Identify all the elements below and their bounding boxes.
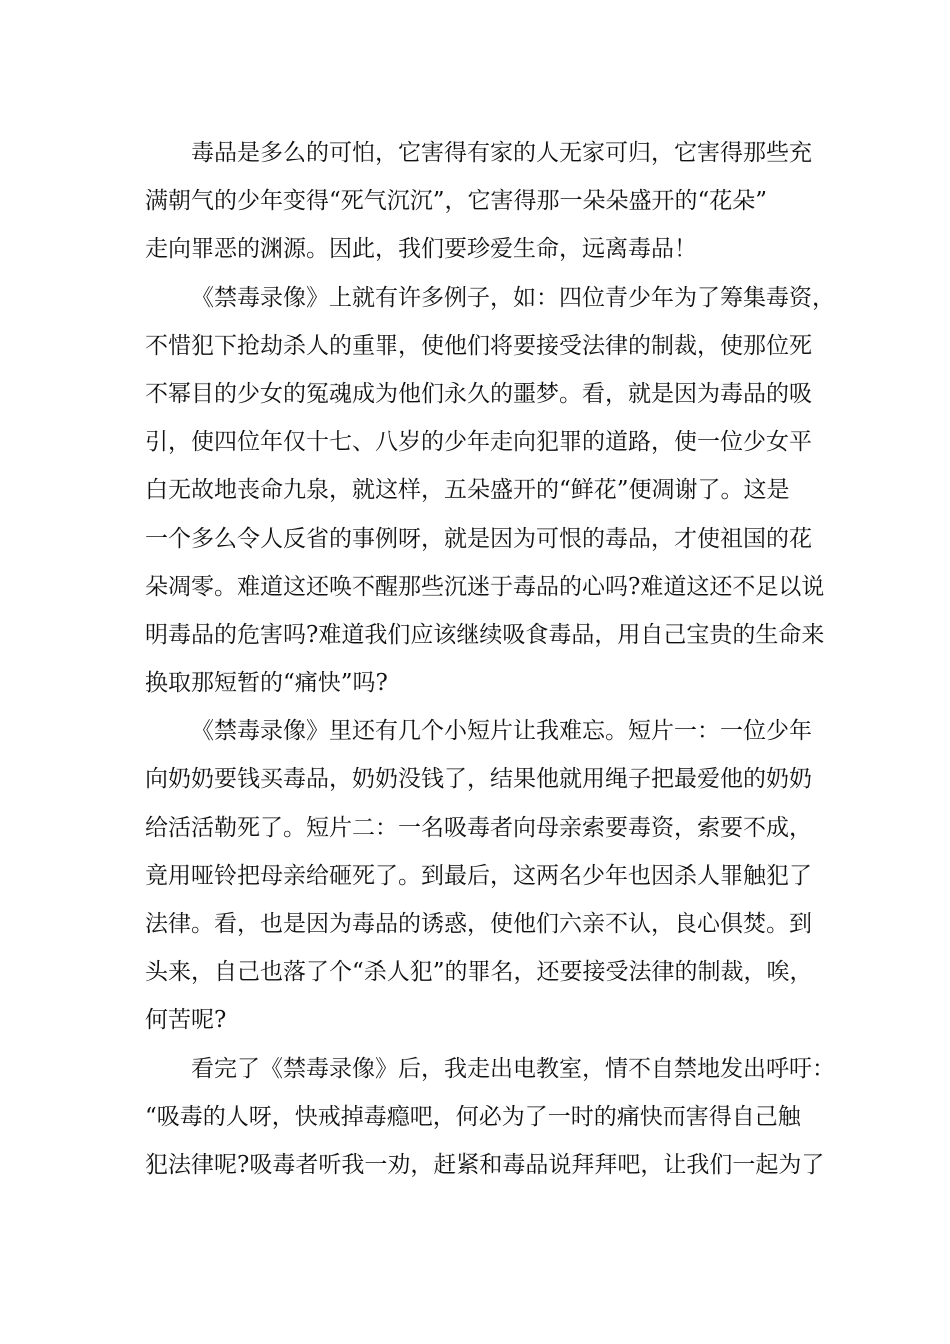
text-line: 一个多么令人反省的事例呀，就是因为可恨的毒品，才使祖国的花 [145, 525, 812, 552]
text-line: 向奶奶要钱买毒品，奶奶没钱了，结果他就用绳子把最爱他的奶奶 [145, 766, 812, 793]
text-line: 看完了《禁毒录像》后，我走出电教室，情不自禁地发出呼吁： [191, 1055, 835, 1082]
text-line: “吸毒的人呀，快戒掉毒瘾吧，何必为了一时的痛快而害得自己触 [145, 1103, 801, 1130]
text-line: 犯法律呢?吸毒者听我一劝，赶紧和毒品说拜拜吧，让我们一起为了 [145, 1151, 825, 1178]
text-line: 走向罪恶的渊源。因此，我们要珍爱生命，远离毒品！ [145, 236, 697, 263]
text-line: 毒品是多么的可怕，它害得有家的人无家可归，它害得那些充 [191, 140, 812, 166]
text-line: 白无故地丧命九泉，就这样，五朵盛开的“鲜花”便凋谢了。这是 [145, 477, 790, 504]
text-line: 朵凋零。难道这还唤不醒那些沉迷于毒品的心吗?难道这还不足以说 [145, 573, 825, 600]
body-text [145, 129, 835, 1189]
text-line: 换取那短暂的“痛快”吗? [145, 670, 388, 697]
text-line: 头来，自己也落了个“杀人犯”的罪名，还要接受法律的制裁，唉， [145, 959, 813, 986]
text-line: 不幂目的少女的冤魂成为他们永久的噩梦。看，就是因为毒品的吸 [145, 380, 812, 407]
text-line: 引，使四位年仅十七、八岁的少年走向犯罪的道路，使一位少女平 [145, 429, 812, 456]
text-line: 竟用哑铃把母亲给砸死了。到最后，这两名少年也因杀人罪触犯了 [145, 862, 812, 889]
text-line: 何苦呢? [145, 1007, 227, 1034]
text-line: 法律。看，也是因为毒品的诱惑，使他们六亲不认，良心俱焚。到 [145, 911, 812, 937]
text-line: 满朝气的少年变得“死气沉沉”，它害得那一朵朵盛开的“花朵” [145, 188, 768, 215]
text-line: 《禁毒录像》里还有几个小短片让我难忘。短片一：一位少年 [191, 718, 812, 745]
text-line: 《禁毒录像》上就有许多例子，如：四位青少年为了筹集毒资， [191, 284, 835, 311]
text-line: 明毒品的危害吗?难道我们应该继续吸食毒品，用自己宝贵的生命来 [145, 621, 825, 648]
text-line: 给活活勒死了。短片二：一名吸毒者向母亲索要毒资，索要不成， [145, 814, 812, 841]
text-line: 不惜犯下抢劫杀人的重罪，使他们将要接受法律的制裁，使那位死 [145, 332, 812, 359]
